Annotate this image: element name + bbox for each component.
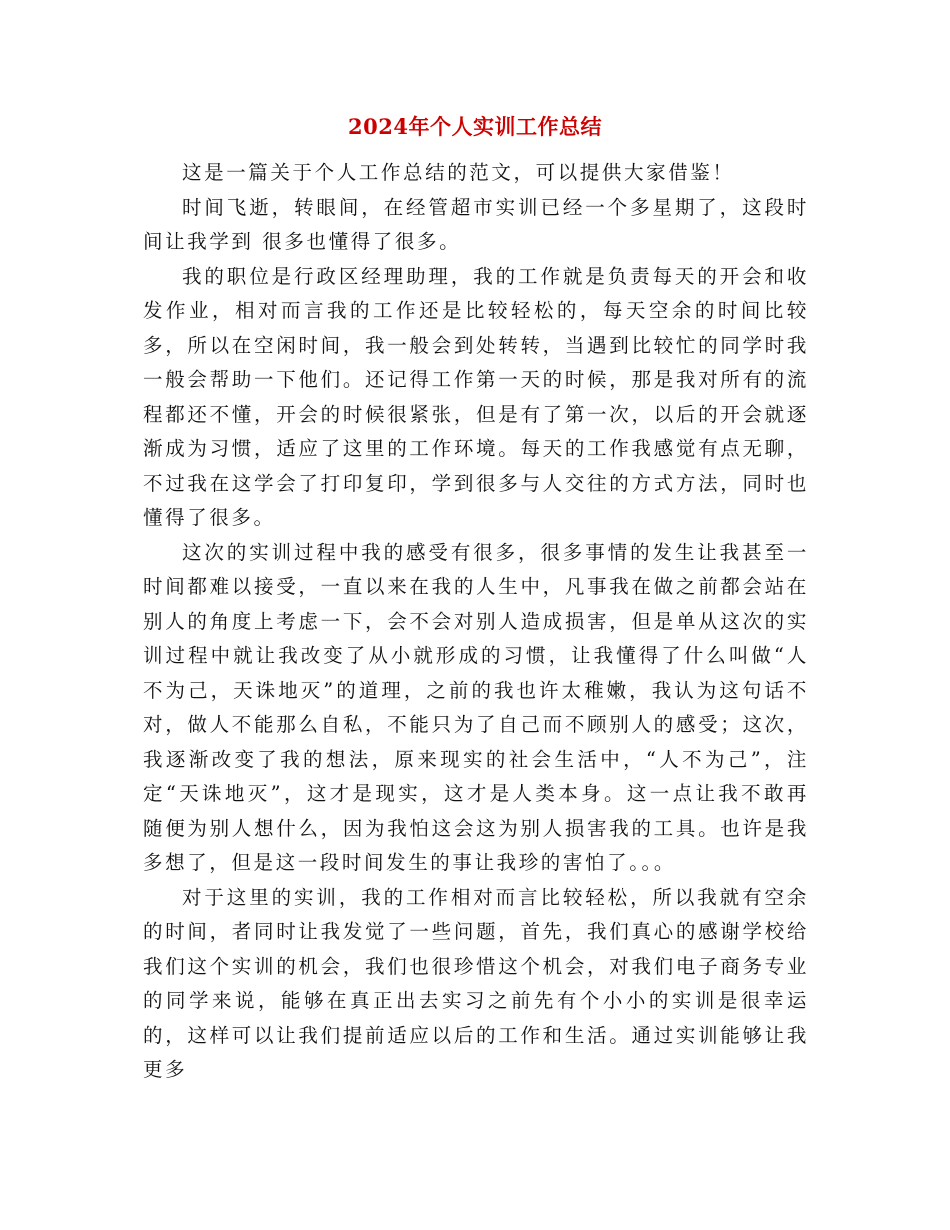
document-body — [143, 156, 809, 1088]
document-title: 2024年个人实训工作总结 — [348, 114, 602, 139]
paragraph-position: 我的职位是行政区经理助理，我的工作就是负责每天的开会和收发作业，相对而言我的工作还是比较轻松的，每天空余的时间比较多，所以在空闲时间，我一般会到处转转，当遇到比较忙的同学时我一般会帮助一下他们。还记得工作第一天的时候，那是我对所有的流程都还不懂，开会的时候很紧张，但是有了第一次，以后的开会就逐渐成为习惯，适应了这里的工作环境。每天的工作我感觉有点无聊，不过我在这学会了打印复印，学到很多与人交往的方式方法，同时也懂得了很多。 — [143, 264, 809, 529]
paragraph-feelings: 这次的实训过程中我的感受有很多，很多事情的发生让我甚至一时间都难以接受，一直以来在我的人生中，凡事我在做之前都会站在别人的角度上考虑一下，会不会对别人造成损害，但是单从这次的实训过程中就让我改变了从小就形成的习惯，让我懂得了什么叫做“人不为己，天诛地灭”的道理，之前的我也许太稚嫩，我认为这句话不对，做人不能那么自私，不能只为了自己而不顾别人的感受；这次，我逐渐改变了我的想法，原来现实的社会生活中，“人不为己”，注定“天诛地灭”，这才是现实，这才是人类本身。这一点让我不敢再随便为别人想什么，因为我怕这会这为别人损害我的工具。也许是我多想了，但是这一段时间发生的事让我珍的害怕了。。。 — [143, 540, 809, 874]
paragraph-time: 时间飞逝，转眼间，在经管超市实训已经一个多星期了，这段时间让我学到 很多也懂得了很多。 — [143, 195, 809, 253]
paragraph-intro: 这是一篇关于个人工作总结的范文，可以提供大家借鉴！ — [182, 161, 735, 184]
paragraph-reflection: 对于这里的实训，我的工作相对而言比较轻松，所以我就有空余的时间，者同时让我发觉了一些问题，首先，我们真心的感谢学校给我们这个实训的机会，我们也很珍惜这个机会，对我们电子商务专业的同学来说，能够在真正出去实习之前先有个小小的实训是很幸运的，这样可以让我们提前适应以后的工作和生活。通过实训能够让我更多 — [143, 885, 809, 1081]
